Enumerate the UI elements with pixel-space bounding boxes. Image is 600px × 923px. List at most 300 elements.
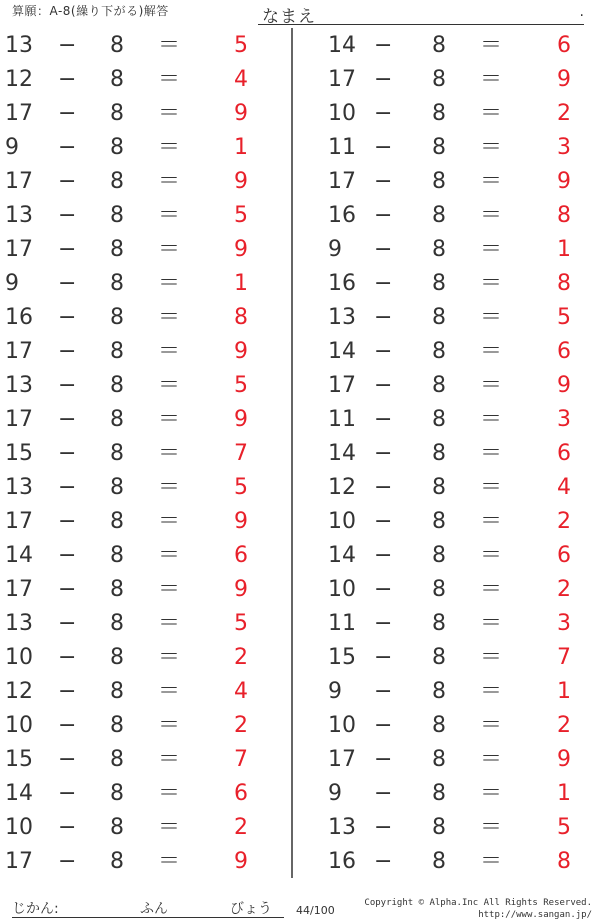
- subtrahend: 8: [110, 577, 124, 602]
- problem-row: [322, 539, 600, 573]
- subtrahend: 8: [432, 645, 446, 670]
- problem-row: [322, 97, 600, 131]
- equals-sign: ＝: [480, 543, 503, 568]
- problem-row: [0, 403, 278, 437]
- answer: 6: [234, 781, 248, 806]
- problem-row: [322, 301, 600, 335]
- subtrahend: 8: [110, 271, 124, 296]
- column-divider: [291, 28, 293, 878]
- answer: 5: [234, 203, 248, 228]
- copyright-url: http://www.sangan.jp/: [478, 910, 592, 920]
- equals-sign: ＝: [480, 713, 503, 738]
- minus-sign: −: [58, 203, 77, 228]
- minus-sign: −: [374, 577, 393, 602]
- problem-row: [0, 471, 278, 505]
- minuend: 16: [328, 271, 356, 296]
- subtrahend: 8: [110, 679, 124, 704]
- equals-sign: ＝: [480, 33, 503, 58]
- minuend: 10: [5, 713, 33, 738]
- answer: 9: [234, 339, 248, 364]
- answer: 1: [557, 781, 571, 806]
- minuend: 15: [328, 645, 356, 670]
- equals-sign: ＝: [158, 441, 181, 466]
- minus-sign: −: [58, 543, 77, 568]
- equals-sign: ＝: [158, 781, 181, 806]
- answer: 3: [557, 611, 571, 636]
- equals-sign: ＝: [480, 475, 503, 500]
- subtrahend: 8: [110, 237, 124, 262]
- answer: 1: [234, 135, 248, 160]
- problem-row: [322, 403, 600, 437]
- minus-sign: −: [58, 849, 77, 874]
- equals-sign: ＝: [158, 373, 181, 398]
- answer: 9: [234, 577, 248, 602]
- equals-sign: ＝: [158, 713, 181, 738]
- minuend: 17: [5, 237, 33, 262]
- answer: 7: [234, 747, 248, 772]
- minus-sign: −: [374, 679, 393, 704]
- problem-row: [322, 267, 600, 301]
- minuend: 14: [328, 339, 356, 364]
- subtrahend: 8: [110, 339, 124, 364]
- minus-sign: −: [374, 407, 393, 432]
- minus-sign: −: [374, 373, 393, 398]
- problem-row: [0, 437, 278, 471]
- minuend: 11: [328, 611, 356, 636]
- equals-sign: ＝: [158, 747, 181, 772]
- equals-sign: ＝: [480, 509, 503, 534]
- minus-sign: −: [374, 237, 393, 262]
- problem-row: [0, 267, 278, 301]
- problem-row: [322, 63, 600, 97]
- answer: 9: [234, 237, 248, 262]
- minus-sign: −: [374, 441, 393, 466]
- subtrahend: 8: [110, 611, 124, 636]
- problem-row: [0, 301, 278, 335]
- minuend: 10: [5, 815, 33, 840]
- minus-sign: −: [58, 441, 77, 466]
- answer: 9: [234, 101, 248, 126]
- minus-sign: −: [374, 305, 393, 330]
- problem-row: [0, 811, 278, 845]
- equals-sign: ＝: [158, 305, 181, 330]
- answer: 3: [557, 407, 571, 432]
- subtrahend: 8: [432, 849, 446, 874]
- minuend: 17: [5, 509, 33, 534]
- subtrahend: 8: [432, 713, 446, 738]
- answer: 4: [234, 679, 248, 704]
- minus-sign: −: [58, 67, 77, 92]
- minus-sign: −: [374, 271, 393, 296]
- minuend: 13: [5, 373, 33, 398]
- answer: 6: [557, 543, 571, 568]
- minuend: 16: [5, 305, 33, 330]
- header-title: 算願：A-8(繰り下がる)解答: [12, 4, 169, 18]
- minus-sign: −: [58, 33, 77, 58]
- equals-sign: ＝: [480, 407, 503, 432]
- minus-sign: −: [374, 203, 393, 228]
- score-label: 44/100: [296, 904, 335, 917]
- answer: 4: [557, 475, 571, 500]
- minuend: 17: [5, 577, 33, 602]
- minus-sign: −: [374, 135, 393, 160]
- answer: 8: [234, 305, 248, 330]
- subtrahend: 8: [432, 271, 446, 296]
- minuend: 15: [5, 747, 33, 772]
- problem-row: [0, 369, 278, 403]
- subtrahend: 8: [110, 543, 124, 568]
- minus-sign: −: [374, 475, 393, 500]
- problem-row: [322, 165, 600, 199]
- problem-row: [322, 335, 600, 369]
- minuend: 13: [5, 611, 33, 636]
- minuend: 10: [5, 645, 33, 670]
- minuend: 14: [5, 781, 33, 806]
- problem-row: [322, 437, 600, 471]
- name-field[interactable]: [258, 4, 584, 25]
- equals-sign: ＝: [480, 271, 503, 296]
- minuend: 11: [328, 135, 356, 160]
- problem-row: [322, 573, 600, 607]
- problem-row: [0, 165, 278, 199]
- minuend: 16: [328, 849, 356, 874]
- minuend: 14: [328, 33, 356, 58]
- equals-sign: ＝: [480, 169, 503, 194]
- subtrahend: 8: [432, 441, 446, 466]
- answer: 2: [557, 577, 571, 602]
- minuend: 10: [328, 101, 356, 126]
- equals-sign: ＝: [480, 815, 503, 840]
- problem-row: [0, 131, 278, 165]
- subtrahend: 8: [110, 645, 124, 670]
- minuend: 15: [5, 441, 33, 466]
- equals-sign: ＝: [158, 203, 181, 228]
- equals-sign: ＝: [158, 509, 181, 534]
- minuend: 14: [328, 441, 356, 466]
- subtrahend: 8: [110, 373, 124, 398]
- problem-row: [0, 505, 278, 539]
- minus-sign: −: [374, 849, 393, 874]
- equals-sign: ＝: [158, 543, 181, 568]
- minus-sign: −: [58, 237, 77, 262]
- equals-sign: ＝: [480, 135, 503, 160]
- answer: 7: [557, 645, 571, 670]
- minuend: 9: [5, 271, 19, 296]
- answer: 9: [557, 747, 571, 772]
- minuend: 17: [328, 747, 356, 772]
- equals-sign: ＝: [480, 339, 503, 364]
- minus-sign: −: [58, 407, 77, 432]
- problem-row: [0, 607, 278, 641]
- minuend: 9: [328, 237, 342, 262]
- subtrahend: 8: [432, 237, 446, 262]
- subtrahend: 8: [110, 169, 124, 194]
- minus-sign: −: [374, 169, 393, 194]
- minus-sign: −: [374, 815, 393, 840]
- minus-sign: −: [58, 169, 77, 194]
- problem-row: [0, 845, 278, 879]
- minuend: 9: [5, 135, 19, 160]
- minus-sign: −: [58, 679, 77, 704]
- subtrahend: 8: [110, 305, 124, 330]
- subtrahend: 8: [110, 781, 124, 806]
- minus-sign: −: [374, 713, 393, 738]
- problem-row: [322, 505, 600, 539]
- answer: 1: [234, 271, 248, 296]
- minus-sign: −: [58, 577, 77, 602]
- answer: 1: [557, 679, 571, 704]
- answer: 4: [234, 67, 248, 92]
- problem-row: [322, 845, 600, 879]
- problem-row: [0, 233, 278, 267]
- answer: 2: [234, 645, 248, 670]
- minutes-label: ふん: [140, 901, 168, 917]
- minuend: 17: [328, 373, 356, 398]
- problem-row: [0, 63, 278, 97]
- minuend: 10: [328, 509, 356, 534]
- subtrahend: 8: [432, 747, 446, 772]
- equals-sign: ＝: [480, 373, 503, 398]
- minus-sign: −: [58, 373, 77, 398]
- minuend: 13: [328, 815, 356, 840]
- answer: 1: [557, 237, 571, 262]
- minuend: 17: [328, 67, 356, 92]
- minuend: 14: [5, 543, 33, 568]
- minuend: 9: [328, 679, 342, 704]
- equals-sign: ＝: [480, 101, 503, 126]
- equals-sign: ＝: [158, 815, 181, 840]
- minuend: 13: [328, 305, 356, 330]
- copyright-text: Copyright © Alpha.Inc All Rights Reserved.: [364, 898, 592, 908]
- name-dot: .: [579, 4, 584, 20]
- equals-sign: ＝: [158, 237, 181, 262]
- problem-row: [0, 675, 278, 709]
- problem-row: [322, 709, 600, 743]
- answer: 5: [557, 815, 571, 840]
- subtrahend: 8: [432, 611, 446, 636]
- equals-sign: ＝: [480, 203, 503, 228]
- time-underline: [12, 917, 284, 918]
- answer: 9: [234, 407, 248, 432]
- problem-row: [322, 607, 600, 641]
- answer: 8: [557, 849, 571, 874]
- minus-sign: −: [58, 781, 77, 806]
- problem-row: [0, 777, 278, 811]
- answer: 5: [234, 373, 248, 398]
- equals-sign: ＝: [158, 611, 181, 636]
- equals-sign: ＝: [158, 407, 181, 432]
- minuend: 17: [328, 169, 356, 194]
- minuend: 17: [5, 101, 33, 126]
- subtrahend: 8: [432, 543, 446, 568]
- subtrahend: 8: [432, 101, 446, 126]
- minuend: 17: [5, 339, 33, 364]
- minuend: 12: [5, 67, 33, 92]
- minus-sign: −: [58, 475, 77, 500]
- problem-row: [322, 811, 600, 845]
- minus-sign: −: [374, 339, 393, 364]
- equals-sign: ＝: [158, 339, 181, 364]
- answer: 5: [234, 611, 248, 636]
- answer: 3: [557, 135, 571, 160]
- problem-row: [0, 641, 278, 675]
- equals-sign: ＝: [480, 849, 503, 874]
- problem-row: [0, 743, 278, 777]
- subtrahend: 8: [432, 509, 446, 534]
- subtrahend: 8: [432, 679, 446, 704]
- time-label: じかん:: [12, 901, 59, 917]
- answer: 9: [234, 169, 248, 194]
- minuend: 9: [328, 781, 342, 806]
- minus-sign: −: [58, 135, 77, 160]
- minus-sign: −: [58, 101, 77, 126]
- equals-sign: ＝: [480, 611, 503, 636]
- equals-sign: ＝: [480, 645, 503, 670]
- minuend: 10: [328, 713, 356, 738]
- minuend: 16: [328, 203, 356, 228]
- answer: 7: [234, 441, 248, 466]
- subtrahend: 8: [432, 67, 446, 92]
- problem-row: [322, 471, 600, 505]
- problem-row: [322, 131, 600, 165]
- equals-sign: ＝: [480, 781, 503, 806]
- answer: 6: [557, 33, 571, 58]
- minuend: 14: [328, 543, 356, 568]
- answer: 6: [234, 543, 248, 568]
- problem-row: [322, 199, 600, 233]
- problem-row: [0, 29, 278, 63]
- subtrahend: 8: [110, 203, 124, 228]
- subtrahend: 8: [432, 407, 446, 432]
- minus-sign: −: [374, 781, 393, 806]
- equals-sign: ＝: [158, 679, 181, 704]
- equals-sign: ＝: [158, 169, 181, 194]
- subtrahend: 8: [432, 305, 446, 330]
- answer: 2: [234, 713, 248, 738]
- equals-sign: ＝: [158, 645, 181, 670]
- subtrahend: 8: [110, 101, 124, 126]
- equals-sign: ＝: [480, 747, 503, 772]
- name-label: なまえ: [262, 7, 316, 27]
- minus-sign: −: [374, 33, 393, 58]
- minus-sign: −: [58, 271, 77, 296]
- equals-sign: ＝: [158, 135, 181, 160]
- equals-sign: ＝: [480, 305, 503, 330]
- minus-sign: −: [374, 67, 393, 92]
- minus-sign: −: [58, 305, 77, 330]
- equals-sign: ＝: [158, 577, 181, 602]
- subtrahend: 8: [110, 509, 124, 534]
- minuend: 11: [328, 407, 356, 432]
- minuend: 17: [5, 169, 33, 194]
- minus-sign: −: [58, 645, 77, 670]
- problem-row: [0, 539, 278, 573]
- subtrahend: 8: [110, 33, 124, 58]
- minuend: 12: [5, 679, 33, 704]
- equals-sign: ＝: [480, 237, 503, 262]
- subtrahend: 8: [432, 203, 446, 228]
- answer: 9: [557, 373, 571, 398]
- equals-sign: ＝: [158, 849, 181, 874]
- subtrahend: 8: [432, 577, 446, 602]
- problem-row: [0, 199, 278, 233]
- minus-sign: −: [58, 713, 77, 738]
- problem-row: [0, 709, 278, 743]
- minus-sign: −: [374, 611, 393, 636]
- answer: 2: [234, 815, 248, 840]
- minuend: 10: [328, 577, 356, 602]
- problem-row: [0, 97, 278, 131]
- answer: 9: [234, 509, 248, 534]
- subtrahend: 8: [432, 475, 446, 500]
- minuend: 17: [5, 849, 33, 874]
- subtrahend: 8: [432, 135, 446, 160]
- subtrahend: 8: [432, 815, 446, 840]
- subtrahend: 8: [432, 373, 446, 398]
- problem-row: [322, 743, 600, 777]
- minuend: 13: [5, 203, 33, 228]
- answer: 5: [557, 305, 571, 330]
- equals-sign: ＝: [158, 271, 181, 296]
- answer: 5: [234, 33, 248, 58]
- subtrahend: 8: [110, 441, 124, 466]
- problem-row: [322, 233, 600, 267]
- minus-sign: −: [58, 339, 77, 364]
- time-footer: [12, 898, 334, 918]
- minus-sign: −: [374, 101, 393, 126]
- subtrahend: 8: [432, 33, 446, 58]
- subtrahend: 8: [110, 747, 124, 772]
- subtrahend: 8: [110, 815, 124, 840]
- answer: 9: [234, 849, 248, 874]
- equals-sign: ＝: [158, 475, 181, 500]
- problem-row: [322, 369, 600, 403]
- minus-sign: −: [374, 645, 393, 670]
- subtrahend: 8: [110, 475, 124, 500]
- minus-sign: −: [374, 747, 393, 772]
- problem-row: [322, 29, 600, 63]
- minus-sign: −: [58, 815, 77, 840]
- answer: 9: [557, 169, 571, 194]
- answer: 6: [557, 441, 571, 466]
- subtrahend: 8: [110, 407, 124, 432]
- minus-sign: −: [58, 611, 77, 636]
- subtrahend: 8: [110, 849, 124, 874]
- minuend: 17: [5, 407, 33, 432]
- minuend: 12: [328, 475, 356, 500]
- answer: 2: [557, 509, 571, 534]
- answer: 8: [557, 271, 571, 296]
- equals-sign: ＝: [158, 67, 181, 92]
- minuend: 13: [5, 33, 33, 58]
- answer: 2: [557, 713, 571, 738]
- minus-sign: −: [58, 747, 77, 772]
- equals-sign: ＝: [480, 679, 503, 704]
- minus-sign: −: [374, 543, 393, 568]
- answer: 8: [557, 203, 571, 228]
- problem-row: [0, 573, 278, 607]
- equals-sign: ＝: [480, 441, 503, 466]
- subtrahend: 8: [110, 713, 124, 738]
- answer: 6: [557, 339, 571, 364]
- minuend: 13: [5, 475, 33, 500]
- subtrahend: 8: [432, 781, 446, 806]
- problem-row: [322, 641, 600, 675]
- problem-row: [322, 777, 600, 811]
- subtrahend: 8: [432, 169, 446, 194]
- minus-sign: −: [58, 509, 77, 534]
- answer: 9: [557, 67, 571, 92]
